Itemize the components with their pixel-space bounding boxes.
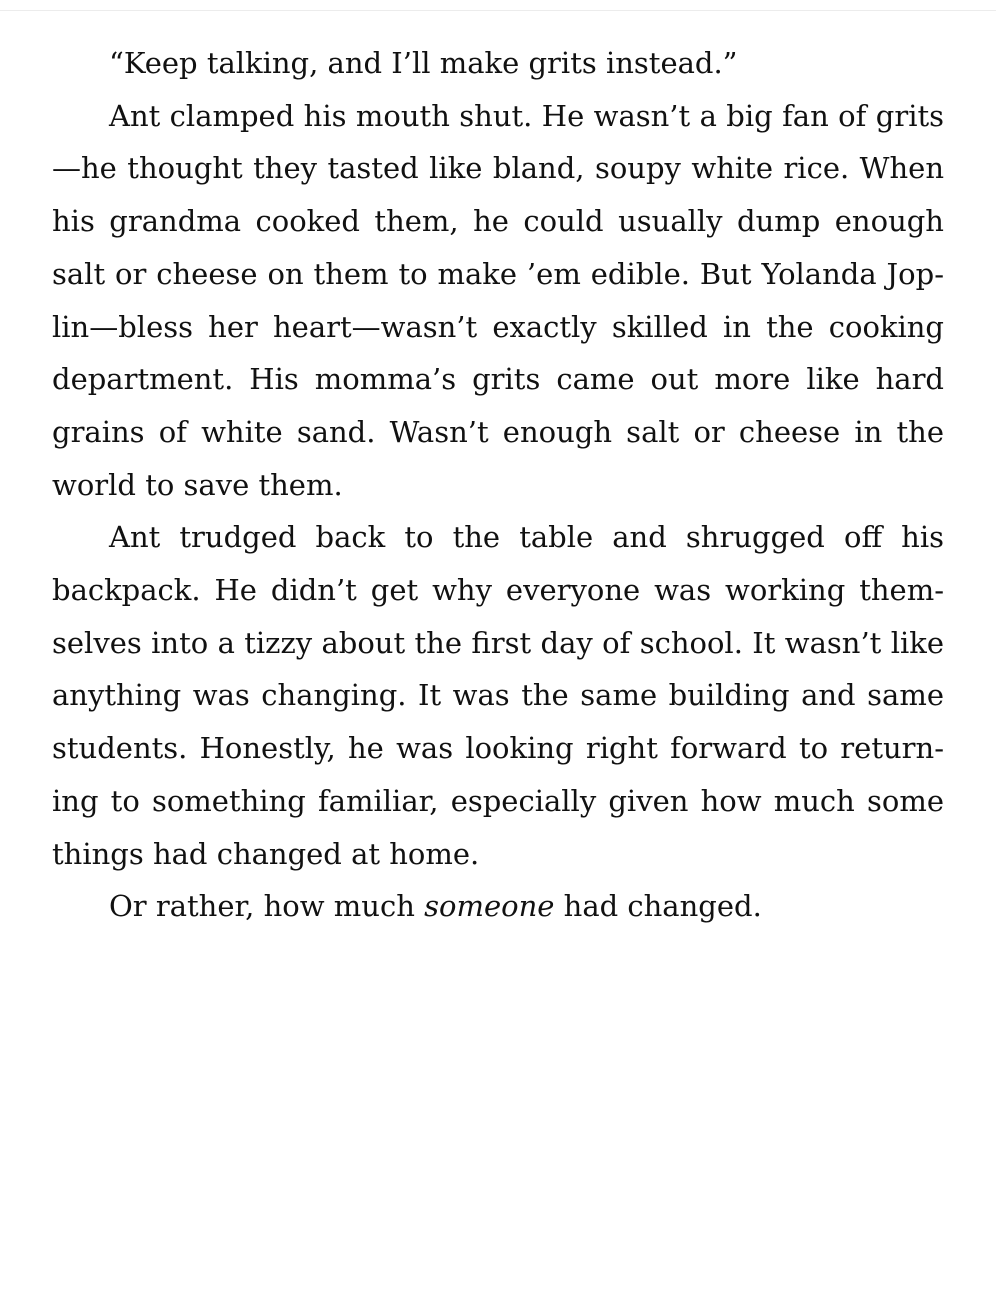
text-line: anything was changing. It was the same building and same — [52, 678, 944, 713]
text-line: —he thought they tasted like bland, soupy white rice. When — [52, 151, 944, 186]
paragraph-1 — [52, 37, 944, 90]
text-line: grains of white sand. Wasn’t enough salt or cheese in the — [52, 414, 944, 449]
top-divider — [0, 10, 996, 11]
text-line — [52, 880, 944, 933]
text-line: things had changed at home. — [52, 836, 480, 871]
text-line: “Keep talking, and I’ll make grits instead.” — [109, 46, 738, 80]
text-run: Or rather, how much — [109, 889, 425, 924]
text-line: ing to something familiar, especially given how much some — [52, 783, 944, 818]
text-line: world to save them. — [52, 467, 343, 502]
text-line: selves into a tizzy about the first day of school. It wasn’t like — [52, 625, 944, 660]
text-line: backpack. He didn’t get why everyone was working them- — [52, 573, 944, 608]
text-line: students. Honestly, he was looking right forward to return- — [52, 731, 944, 766]
text-run: had changed. — [554, 889, 762, 924]
text-line: department. His momma’s grits came out more like hard — [52, 362, 944, 397]
text-line: Ant trudged back to the table and shrugged off his — [109, 520, 944, 555]
text-line: salt or cheese on them to make ’em edible. But Yolanda Jop- — [52, 256, 944, 291]
paragraph-2 — [52, 90, 944, 512]
paragraph-3 — [52, 511, 944, 880]
emphasized-word: someone — [424, 889, 555, 924]
text-line: Ant clamped his mouth shut. He wasn’t a big fan of grits — [109, 98, 944, 133]
book-page-text — [52, 37, 944, 933]
text-line: lin—bless her heart—wasn’t exactly skilled in the cooking — [52, 309, 944, 344]
paragraph-4 — [52, 880, 944, 933]
text-line: his grandma cooked them, he could usually dump enough — [52, 204, 944, 239]
